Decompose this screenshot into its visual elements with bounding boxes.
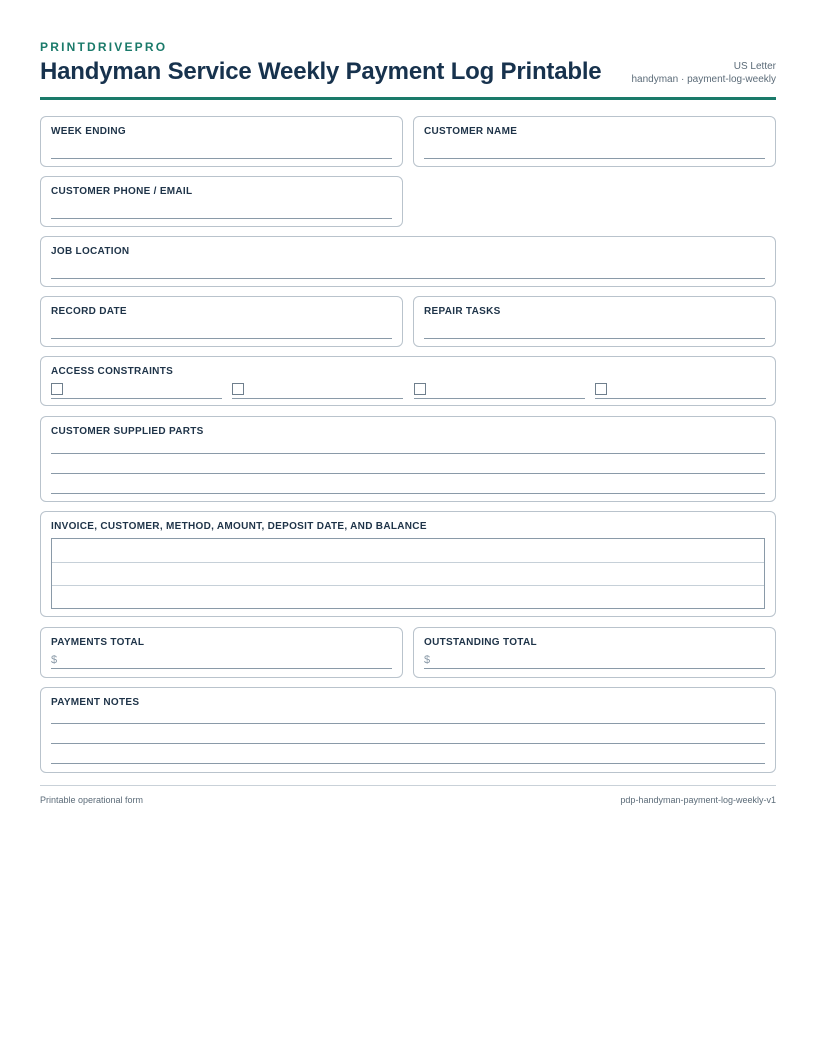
access-option-line[interactable] — [51, 398, 222, 399]
customer-contact-label: CUSTOMER PHONE / EMAIL — [51, 186, 193, 197]
outstanding-total-label: OUTSTANDING TOTAL — [424, 637, 537, 648]
access-option-line[interactable] — [232, 398, 403, 399]
job-location-label: JOB LOCATION — [51, 246, 130, 257]
form-page — [40, 40, 776, 100]
notes-line-1[interactable] — [51, 723, 765, 724]
week-ending-label: WEEK ENDING — [51, 126, 126, 137]
brand-name: PRINTDRIVEPRO — [40, 40, 168, 54]
page-footer — [40, 785, 776, 805]
record-date-label: RECORD DATE — [51, 306, 127, 317]
currency-symbol: $ — [51, 654, 58, 666]
customer-contact-line[interactable] — [51, 218, 392, 219]
access-option-4[interactable] — [595, 383, 766, 399]
notes-line-2[interactable] — [51, 743, 765, 744]
repair-tasks-label: REPAIR TASKS — [424, 306, 501, 317]
repair-tasks-line[interactable] — [424, 338, 765, 339]
job-location-line[interactable] — [51, 278, 765, 279]
customer-name-label: CUSTOMER NAME — [424, 126, 518, 137]
outstanding-total-field[interactable] — [413, 627, 776, 678]
job-location-field[interactable] — [40, 236, 776, 287]
access-option-line[interactable] — [595, 398, 766, 399]
access-option-line[interactable] — [414, 398, 585, 399]
table-row-divider — [52, 562, 764, 563]
week-ending-line[interactable] — [51, 158, 392, 159]
checkbox-icon[interactable] — [232, 383, 244, 395]
invoice-table-label: INVOICE, CUSTOMER, METHOD, AMOUNT, DEPOSIT DATE, AND BALANCE — [51, 521, 427, 532]
payments-total-label: PAYMENTS TOTAL — [51, 637, 145, 648]
checkbox-icon[interactable] — [414, 383, 426, 395]
paper-size: US Letter — [733, 61, 776, 72]
payment-notes-label: PAYMENT NOTES — [51, 697, 140, 708]
repair-tasks-field[interactable] — [413, 296, 776, 347]
customer-contact-field[interactable] — [40, 176, 403, 227]
payments-total-field[interactable] — [40, 627, 403, 678]
access-option-2[interactable] — [232, 383, 403, 399]
customer-name-field[interactable] — [413, 116, 776, 167]
access-option-1[interactable] — [51, 383, 222, 399]
title-row — [40, 40, 776, 100]
page-title: Handyman Service Weekly Payment Log Printable — [40, 58, 602, 85]
outstanding-total-line[interactable] — [424, 668, 765, 669]
invoice-table-field — [40, 511, 776, 617]
parts-line-1[interactable] — [51, 453, 765, 454]
notes-line-3[interactable] — [51, 763, 765, 764]
invoice-table-grid[interactable] — [51, 538, 765, 609]
access-constraints-label: ACCESS CONSTRAINTS — [51, 366, 174, 377]
week-ending-field[interactable] — [40, 116, 403, 167]
page-meta — [631, 60, 776, 86]
record-date-field[interactable] — [40, 296, 403, 347]
form-tags: handyman · payment-log-weekly — [631, 74, 776, 85]
footer-left-text: Printable operational form — [40, 795, 144, 805]
checkbox-icon[interactable] — [51, 383, 63, 395]
customer-supplied-parts-field[interactable] — [40, 416, 776, 502]
customer-name-line[interactable] — [424, 158, 765, 159]
record-date-line[interactable] — [51, 338, 392, 339]
access-constraints-field — [40, 356, 776, 406]
payment-notes-field[interactable] — [40, 687, 776, 773]
parts-line-2[interactable] — [51, 473, 765, 474]
currency-symbol: $ — [424, 654, 431, 666]
payments-total-line[interactable] — [51, 668, 392, 669]
footer-form-id: pdp-handyman-payment-log-weekly-v1 — [620, 795, 776, 805]
checkbox-icon[interactable] — [595, 383, 607, 395]
table-row-divider — [52, 585, 764, 586]
customer-supplied-parts-label: CUSTOMER SUPPLIED PARTS — [51, 426, 204, 437]
access-option-3[interactable] — [414, 383, 585, 399]
parts-line-3[interactable] — [51, 493, 765, 494]
